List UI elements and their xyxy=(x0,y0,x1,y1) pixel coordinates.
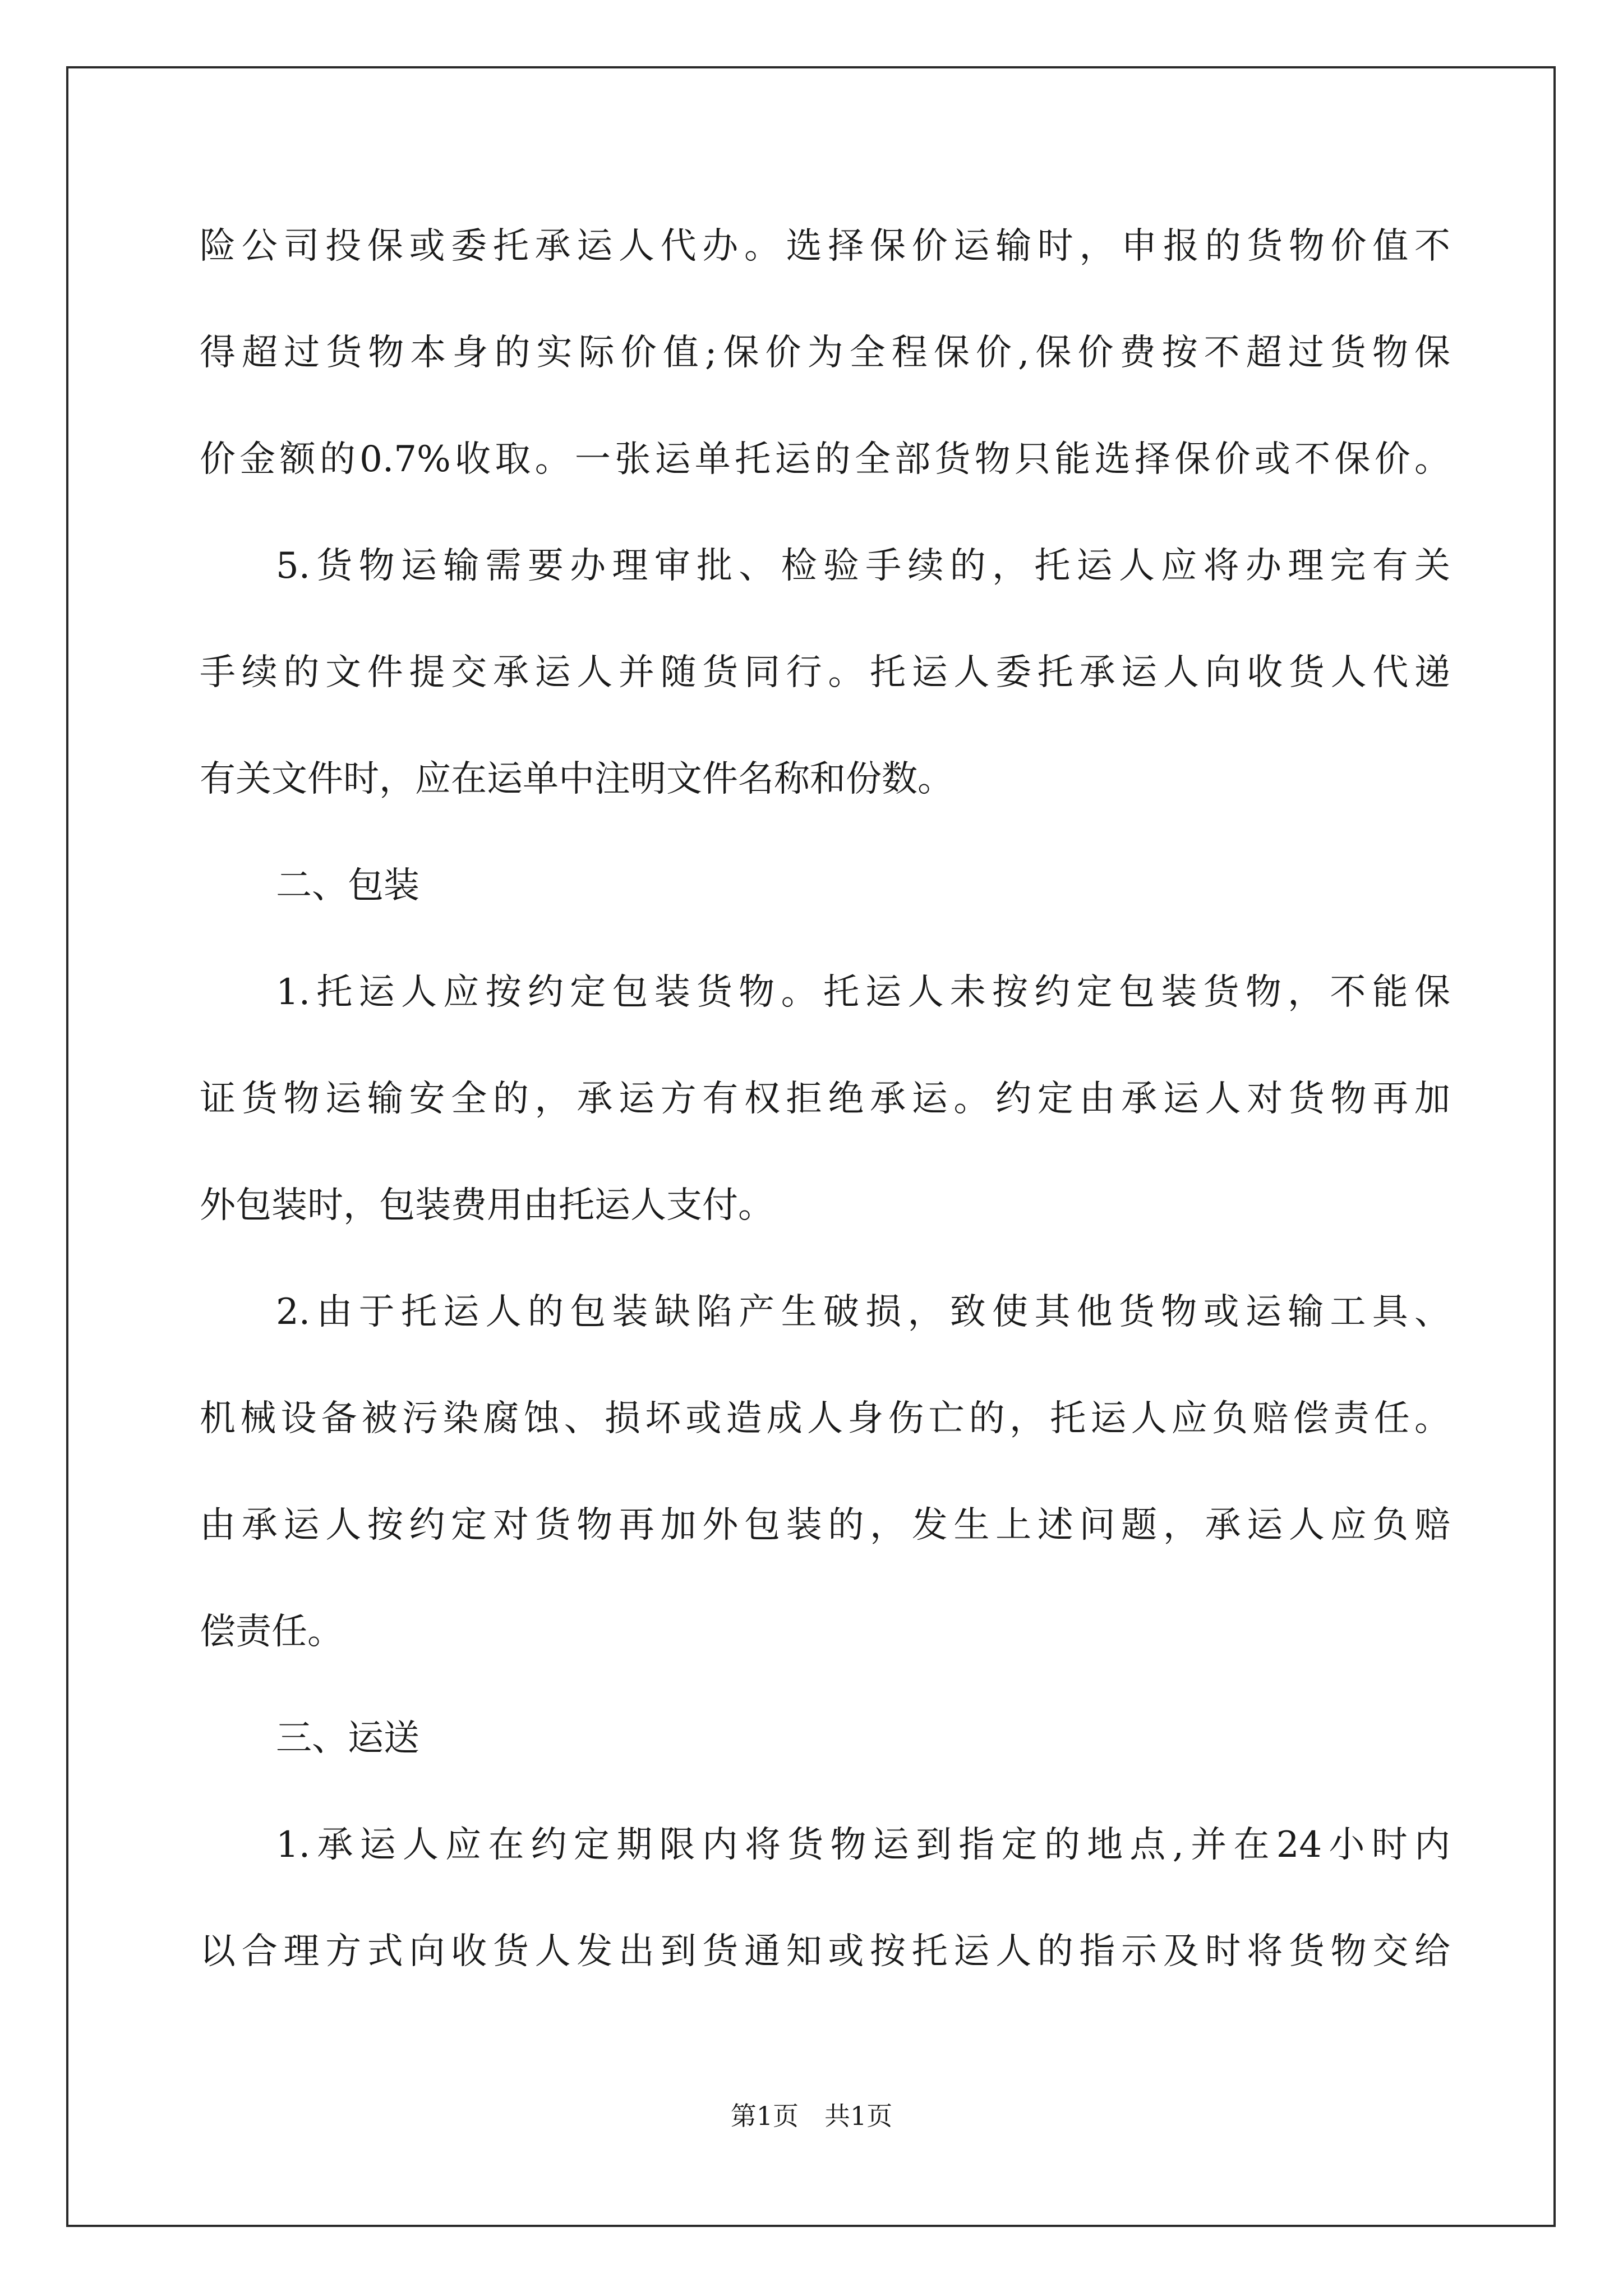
paragraph-line: 险公司投保或委托承运人代办。选择保价运输时，申报的货物价值不 xyxy=(200,226,1450,267)
paragraph-line: 2.由于托运人的包装缺陷产生破损，致使其他货物或运输工具、 xyxy=(276,1291,1450,1333)
paragraph-line: 手续的文件提交承运人并随货同行。托运人委托承运人向收货人代递 xyxy=(200,652,1450,693)
paragraph-line: 机械设备被污染腐蚀、损坏或造成人身伤亡的，托运人应负赔偿责任。 xyxy=(200,1398,1450,1439)
paragraph-line: 得超过货物本身的实际价值;保价为全程保价,保价费按不超过货物保 xyxy=(200,332,1450,374)
paragraph-line: 证货物运输安全的，承运方有权拒绝承运。约定由承运人对货物再加 xyxy=(200,1078,1450,1120)
paragraph-line: 偿责任。 xyxy=(200,1611,343,1653)
section-heading: 三、运送 xyxy=(276,1718,419,1759)
section-heading: 二、包装 xyxy=(276,865,419,907)
document-body xyxy=(200,215,1450,2027)
paragraph-line: 由承运人按约定对货物再加外包装的，发生上述问题，承运人应负赔 xyxy=(200,1504,1450,1546)
paragraph-line: 有关文件时，应在运单中注明文件名称和份数。 xyxy=(200,758,953,800)
paragraph-line: 外包装时，包装费用由托运人支付。 xyxy=(200,1185,774,1226)
paragraph-line: 1.承运人应在约定期限内将货物运到指定的地点,并在24小时内 xyxy=(276,1824,1450,1866)
page-number: 第1页 共1页 xyxy=(730,2101,893,2131)
paragraph-line: 以合理方式向收货人发出到货通知或按托运人的指示及时将货物交给 xyxy=(200,1931,1450,1972)
paragraph-line: 5.货物运输需要办理审批、检验手续的，托运人应将办理完有关 xyxy=(276,545,1450,587)
paragraph-line: 价金额的0.7%收取。一张运单托运的全部货物只能选择保价或不保价。 xyxy=(200,439,1450,480)
paragraph-line: 1.托运人应按约定包装货物。托运人未按约定包装货物，不能保 xyxy=(276,972,1450,1013)
